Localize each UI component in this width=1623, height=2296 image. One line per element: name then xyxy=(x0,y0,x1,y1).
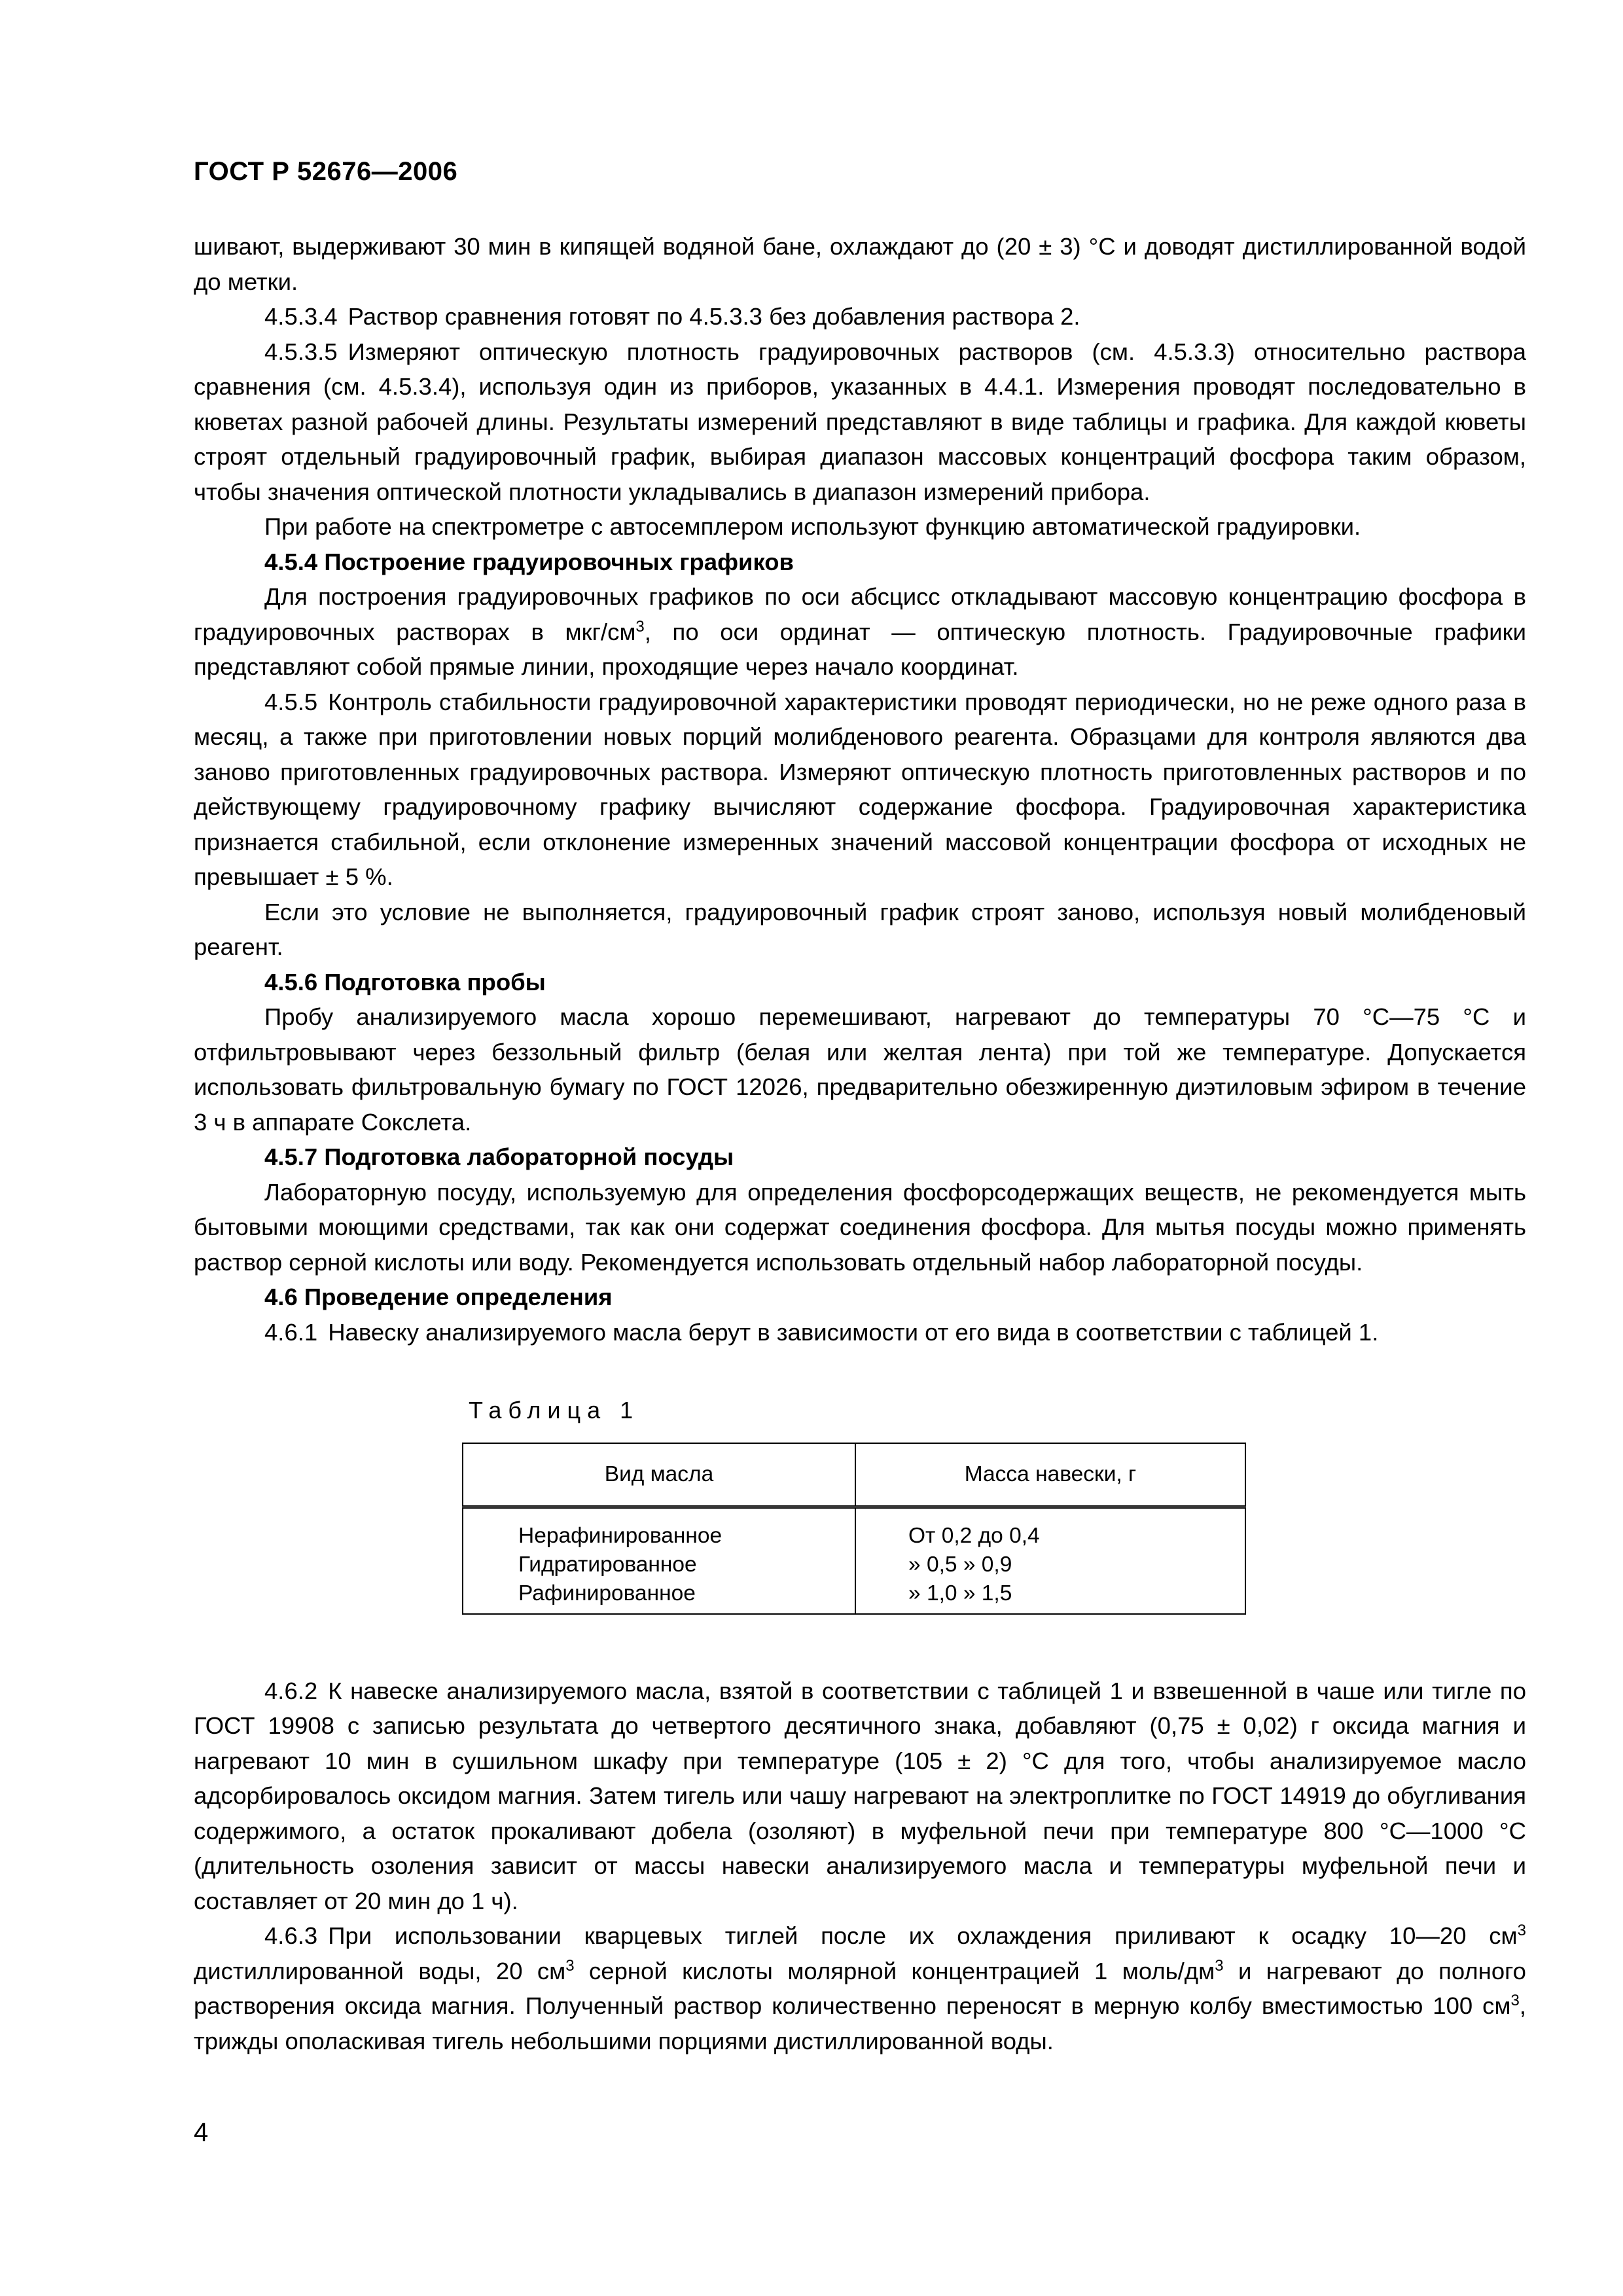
document-body xyxy=(194,229,1526,2058)
clause-text: К навеске анализируемого масла, взятой в соответствии с таблицей 1 и взвешенной в чаше или тигле по ГОСТ 19908 с записью результата до четвертого десятичного знака, добавляют (0,75 ± 0,02) г оксида магния и нагревают 10 мин в сушильном шкафу при температуре (105 ± 2) °С для того, чтобы анализируемое масло адсорбировалось оксидом магния. Затем тигель или чашу нагревают на электроплитке по ГОСТ 14919 до обугливания содержимого, а остаток прокаливают добела (озоляют) в муфельной печи при температуре 800 °С—1000 °С (длительность озоления зависит от массы навески анализируемого масла и температуры муфельной печи и составляет от 20 мин до 1 ч). xyxy=(194,1677,1526,1914)
superscript: 3 xyxy=(635,617,645,636)
table-body-row xyxy=(463,1507,1245,1614)
document-page xyxy=(194,0,1526,2296)
paragraph-4-5-3-5 xyxy=(194,334,1526,510)
heading-4-5-6: 4.5.6 Подготовка пробы xyxy=(264,968,546,996)
table-cell-oil-type xyxy=(463,1507,855,1614)
table-cell-value: » 0,5 » 0,9 xyxy=(908,1552,1012,1577)
superscript: 3 xyxy=(565,1956,575,1975)
clause-number: 4.5.3.5 xyxy=(264,338,338,365)
paragraph-4-6-1 xyxy=(194,1315,1526,1350)
paragraph-rebuild-graph: Если это условие не выполняется, градуировочный график строят заново, используя новый молибденовый реагент. xyxy=(194,898,1526,960)
clause-number: 4.6.3 xyxy=(264,1922,318,1949)
table-header-cell: Масса навески, г xyxy=(855,1443,1245,1507)
heading-4-5-7: 4.5.7 Подготовка лабораторной посуды xyxy=(264,1143,734,1170)
clause-number: 4.5.5 xyxy=(264,688,318,715)
paragraph-autosampler: При работе на спектрометре с автосемплером используют функцию автоматической градуировки. xyxy=(264,513,1361,540)
text-fragment: и нагревают до полного растворения оксида магния. Полученный раствор количественно переносят в мерную колбу вместимостью 100 см xyxy=(194,1957,1526,2019)
paragraph-labware: Лабораторную посуду, используемую для определения фосфорсодержащих веществ, не рекомендуется мыть бытовыми моющими средствами, так как они содержат соединения фосфора. Для мытья посуды можно применять раствор серной кислоты или воду. Рекомендуется использовать отдельный набор лабораторной посуды. xyxy=(194,1178,1526,1276)
clause-number: 4.5.3.4 xyxy=(264,303,338,330)
text-fragment: Для построения градуировочных графиков по оси абсцисс откладывают массовую концентрацию фосфора в градуировочных растворах в мкг/см xyxy=(194,583,1526,645)
table-header-row xyxy=(463,1443,1245,1507)
clause-text: Раствор сравнения готовят по 4.5.3.3 без добавления раствора 2. xyxy=(348,303,1080,330)
text-fragment: , по оси ординат — оптическую плотность. Градуировочные графики представляют собой прямые линии, проходящие через начало координат. xyxy=(194,618,1527,680)
text-fragment: При использовании кварцевых тиглей после их охлаждения приливают к осадку 10—20 см xyxy=(328,1922,1518,1949)
table-caption: Таблица 1 xyxy=(469,1397,640,1424)
table-header-cell: Вид масла xyxy=(463,1443,855,1507)
superscript: 3 xyxy=(1215,1956,1224,1975)
paragraph-4-6-3 xyxy=(194,1918,1526,2058)
table-cell-value: Рафинированное xyxy=(518,1581,696,1605)
clause-text: Контроль стабильности градуировочной характеристики проводят периодически, но не реже одного раза в месяц, а также при приготовлении новых порций молибденового реагента. Образцами для контроля являются два заново приготовленных градуировочных раствора. Измеряют оптическую плотность приготовленных растворов и по действующему градуировочному графику вычисляют содержание фосфора. Градуировочная характеристика признается стабильной, если отклонение измеренных значений массовой концентрации фосфора от исходных не превышает ± 5 %. xyxy=(194,688,1526,890)
table-1 xyxy=(462,1443,1246,1615)
text-fragment: серной кислоты молярной концентрацией 1 моль/дм xyxy=(574,1957,1215,1984)
table-cell-value: От 0,2 до 0,4 xyxy=(908,1523,1040,1548)
paragraph-sample-prep: Пробу анализируемого масла хорошо перемешивают, нагревают до температуры 70 °С—75 °С и отфильтровывают через беззольный фильтр (белая или желтая лента) при той же температуре. Допускается использовать фильтровальную бумагу по ГОСТ 12026, предварительно обезжиренную диэтиловым эфиром в течение 3 ч в аппарате Сокслета. xyxy=(194,1003,1526,1136)
table-cell-sample-mass xyxy=(855,1507,1245,1614)
table-cell-value: » 1,0 » 1,5 xyxy=(908,1581,1012,1605)
heading-4-6: 4.6 Проведение определения xyxy=(264,1283,613,1310)
paragraph-continuation: шивают, выдерживают 30 мин в кипящей водяной бане, охлаждают до (20 ± 3) °С и доводят дистиллированной водой до метки. xyxy=(194,233,1526,295)
clause-text: Навеску анализируемого масла берут в зависимости от его вида в соответствии с таблицей 1. xyxy=(328,1318,1379,1346)
clause-text: Измеряют оптическую плотность градуировочных растворов (см. 4.5.3.3) относительно раствора сравнения (см. 4.5.3.4), используя один из приборов, указанных в 4.4.1. Измерения проводят последовательно в кюветах разной рабочей длины. Результаты измерений представляют в виде таблицы и графика. Для каждой кюветы строят отдельный градуировочный график, выбирая диапазон массовых концентраций фосфора таким образом, чтобы значения оптической плотности укладывались в диапазон измерений прибора. xyxy=(194,338,1526,505)
clause-number: 4.6.1 xyxy=(264,1318,318,1346)
clause-number: 4.6.2 xyxy=(264,1677,318,1704)
document-header: ГОСТ Р 52676—2006 xyxy=(194,157,458,186)
paragraph-4-5-5 xyxy=(194,685,1526,895)
page-number: 4 xyxy=(194,2118,209,2147)
text-fragment: , трижды ополаскивая тигель небольшими порциями дистиллированной воды. xyxy=(194,1992,1526,2054)
superscript: 3 xyxy=(1517,1921,1526,1939)
paragraph-4-6-2 xyxy=(194,1674,1526,1919)
paragraph-graph-construction xyxy=(194,579,1526,685)
text-fragment: дистиллированной воды, 20 см xyxy=(194,1957,566,1984)
heading-4-5-4: 4.5.4 Построение градуировочных графиков xyxy=(264,548,794,575)
superscript: 3 xyxy=(1510,1991,1520,2009)
paragraph-4-5-3-4 xyxy=(194,299,1526,334)
table-cell-value: Гидратированное xyxy=(518,1552,697,1577)
table-cell-value: Нерафинированное xyxy=(518,1523,722,1548)
